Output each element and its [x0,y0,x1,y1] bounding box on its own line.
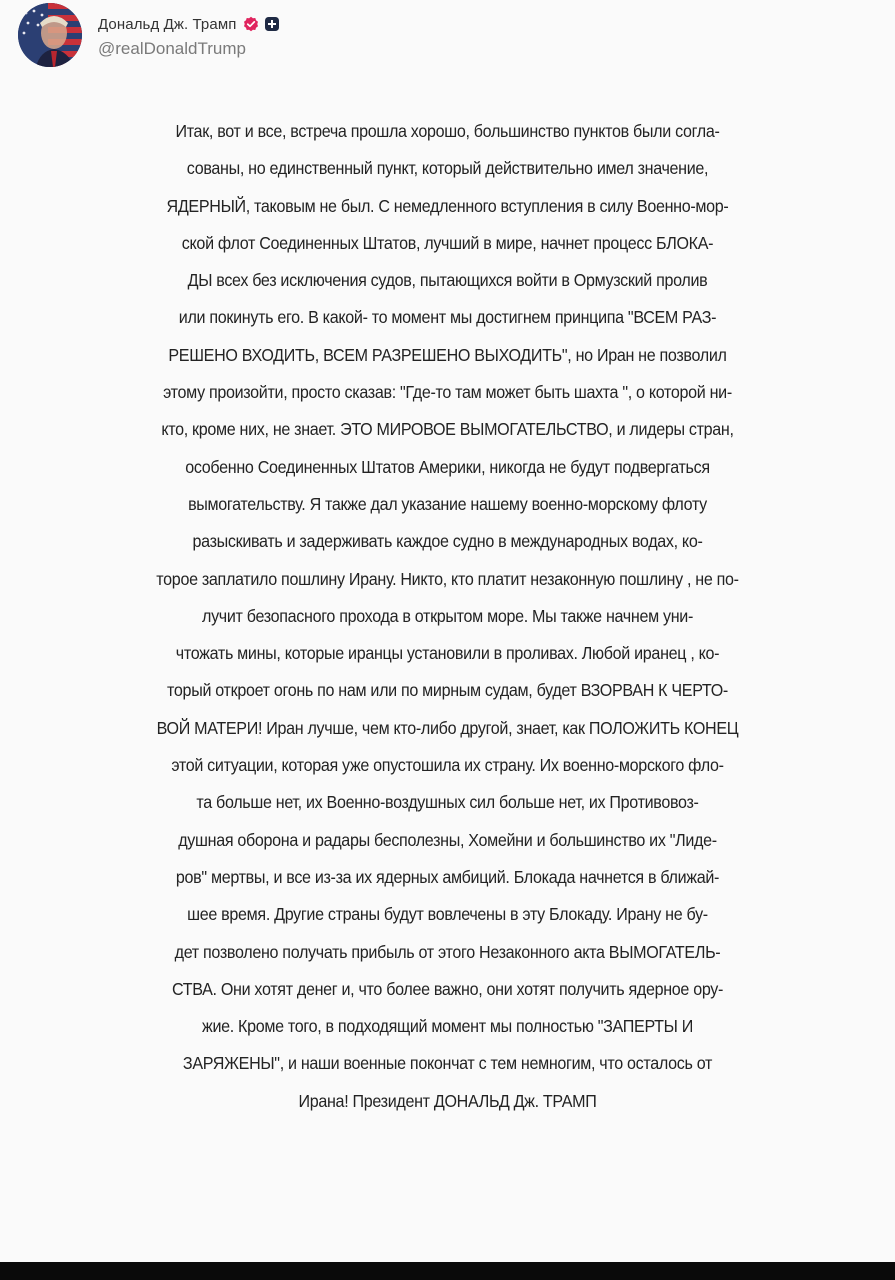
post-header [18,2,280,68]
post-text-line: особенно Соединенных Штатов Америки, никогда не будут подвергаться [185,456,710,477]
post-text-line: СТВА. Они хотят денег и, что более важно, они хотят получить ядерное ору- [171,978,724,999]
post-text-line: или покинуть его. В какой- то момент мы достигнем принципа "ВСЕМ РАЗ- [178,307,717,328]
post-text-line: ров" мертвы, и все из-за их ядерных амбиций. Блокада начнется в ближай- [175,866,720,887]
profile-identity [98,11,280,59]
post-text-line: чтожать мины, которые иранцы установили в проливах. Любой иранец , ко- [175,643,720,664]
bottom-edge-bar [0,1262,895,1280]
avatar[interactable] [18,3,82,67]
post-text-line: ЗАРЯЖЕНЫ", и наши военные покончат с тем немногим, что осталось от [182,1053,713,1074]
post-text-line: ВОЙ МАТЕРИ! Иран лучше, чем кто-либо другой, знает, как ПОЛОЖИТЬ КОНЕЦ [156,717,739,738]
post-text-line: разыскивать и задерживать каждое судно в международных водах, ко- [192,531,703,552]
post-text-line: торый откроет огонь по нам или по мирным судам, будет ВЗОРВАН К ЧЕРТО- [167,680,728,701]
avatar-flag-portrait-icon [18,3,82,67]
post-text-line: дет позволено получать прибыль от этого Незаконного акта ВЫМОГАТЕЛЬ- [174,941,721,962]
post-text-line: душная оборона и радары бесполезны, Хомейни и большинство их "Лиде- [178,829,717,850]
post-text-line: та больше нет, их Военно-воздушных сил больше нет, их Противовоз- [196,792,699,813]
verified-badge-icon [243,16,259,32]
post-text-line: сованы, но единственный пункт, который действительно имел значение, [186,158,709,179]
post-text-line: лучит безопасного прохода в открытом море. Мы также начнем уни- [202,605,693,626]
user-handle[interactable]: @realDonaldTrump [98,39,246,58]
plus-badge-icon [264,16,280,32]
post-text-line: РЕШЕНО ВХОДИТЬ, ВСЕМ РАЗРЕШЕНО ВЫХОДИТЬ", но Иран не позволил [168,344,727,365]
post-text-line: этому произойти, просто сказав: "Где-то там может быть шахта ", о которой ни- [163,382,732,403]
post-text-line: ской флот Соединенных Штатов, лучший в мире, начнет процесс БЛОКА- [181,232,714,253]
post-text-line: шее время. Другие страны будут вовлечены в эту Блокаду. Ирану не бу- [187,904,708,925]
post-text-line: жие. Кроме того, в подходящий момент мы полностью "ЗАПЕРТЫ И [202,1016,693,1037]
post-text-line: Итак, вот и все, встреча прошла хорошо, большинство пунктов были согла- [175,121,720,141]
post-text-line: торое заплатило пошлину Ирану. Никто, кто платит незаконную пошлину , не по- [156,568,739,589]
post-body [0,113,895,1120]
display-name[interactable]: Дональд Дж. Трамп [98,15,237,33]
post-text-line: вымогательству. Я также дал указание нашему военно-морскому флоту [188,493,707,514]
name-row [98,11,280,37]
post-text-line: ЯДЕРНЫЙ, таковым не был. С немедленного вступления в силу Военно-мор- [166,195,729,216]
post-text-line: этой ситуации, которая уже опустошила их страну. Их военно-морского фло- [171,755,724,776]
post-text-line: Ирана! Президент ДОНАЛЬД Дж. ТРАМП [298,1090,597,1111]
post-text-line: кто, кроме них, не знает. ЭТО МИРОВОЕ ВЫМОГАТЕЛЬСТВО, и лидеры стран, [161,419,734,440]
post-text-line: ДЫ всех без исключения судов, пытающихся войти в Ормузский пролив [187,270,708,291]
